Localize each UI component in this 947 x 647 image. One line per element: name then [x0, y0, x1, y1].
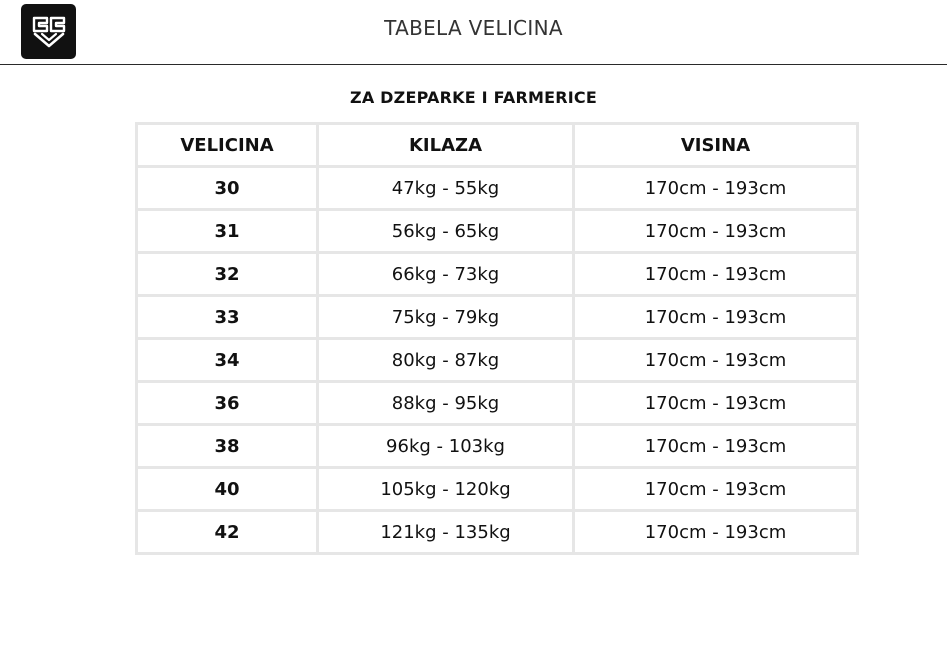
size-cell: 38 [137, 425, 318, 468]
weight-cell: 121kg - 135kg [318, 511, 574, 554]
height-cell: 170cm - 193cm [574, 382, 858, 425]
column-header-size: VELICINA [137, 124, 318, 167]
table-row [137, 210, 858, 253]
size-cell: 42 [137, 511, 318, 554]
height-cell: 170cm - 193cm [574, 425, 858, 468]
table-row [137, 425, 858, 468]
height-cell: 170cm - 193cm [574, 468, 858, 511]
column-header-weight: KILAZA [318, 124, 574, 167]
table-row [137, 511, 858, 554]
weight-cell: 96kg - 103kg [318, 425, 574, 468]
size-cell: 34 [137, 339, 318, 382]
table-row [137, 339, 858, 382]
table-row [137, 468, 858, 511]
weight-cell: 47kg - 55kg [318, 167, 574, 210]
height-cell: 170cm - 193cm [574, 511, 858, 554]
table-row [137, 253, 858, 296]
height-cell: 170cm - 193cm [574, 296, 858, 339]
size-cell: 36 [137, 382, 318, 425]
height-cell: 170cm - 193cm [574, 210, 858, 253]
weight-cell: 105kg - 120kg [318, 468, 574, 511]
weight-cell: 80kg - 87kg [318, 339, 574, 382]
table-header-row [137, 124, 858, 167]
table-row [137, 382, 858, 425]
size-cell: 32 [137, 253, 318, 296]
weight-cell: 75kg - 79kg [318, 296, 574, 339]
page-header [0, 0, 947, 65]
section-subtitle: ZA DZEPARKE I FARMERICE [350, 88, 597, 107]
weight-cell: 88kg - 95kg [318, 382, 574, 425]
size-cell: 30 [137, 167, 318, 210]
page-title: TABELA VELICINA [384, 16, 563, 40]
size-table-container [135, 122, 856, 555]
table-row [137, 167, 858, 210]
size-cell: 40 [137, 468, 318, 511]
weight-cell: 66kg - 73kg [318, 253, 574, 296]
size-cell: 31 [137, 210, 318, 253]
size-cell: 33 [137, 296, 318, 339]
size-table [135, 122, 859, 555]
weight-cell: 56kg - 65kg [318, 210, 574, 253]
height-cell: 170cm - 193cm [574, 167, 858, 210]
height-cell: 170cm - 193cm [574, 253, 858, 296]
height-cell: 170cm - 193cm [574, 339, 858, 382]
table-row [137, 296, 858, 339]
column-header-height: VISINA [574, 124, 858, 167]
